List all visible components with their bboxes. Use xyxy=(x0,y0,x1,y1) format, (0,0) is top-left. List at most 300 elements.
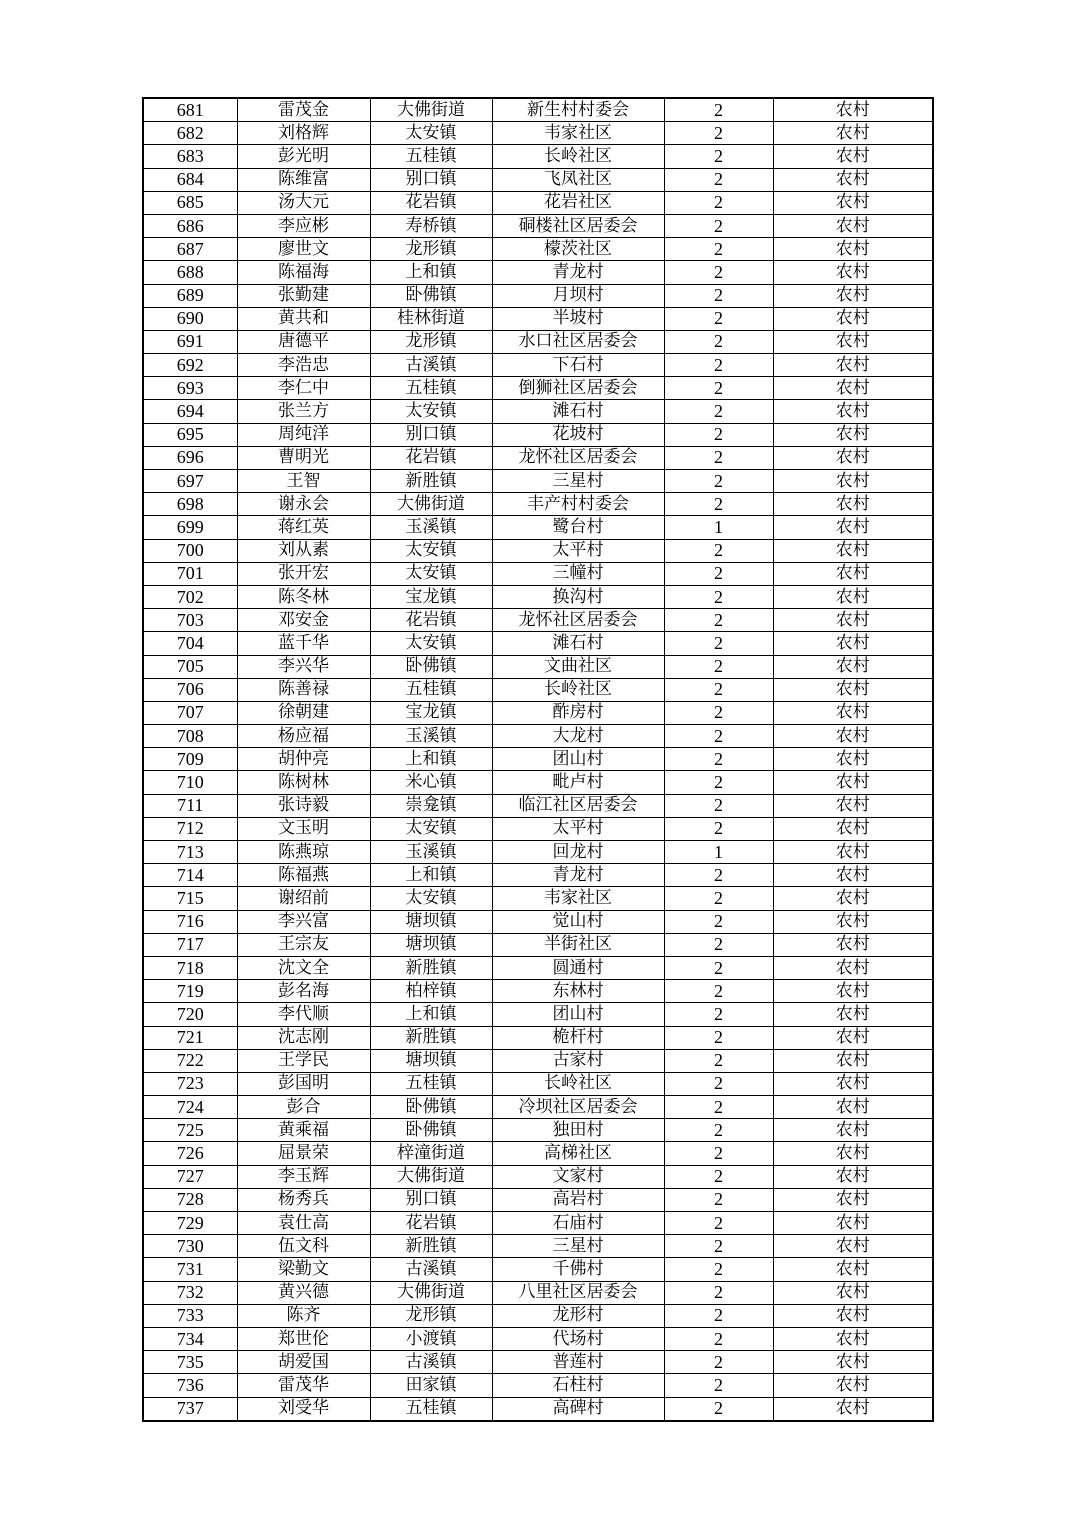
cell-row-number: 727 xyxy=(143,1165,237,1188)
cell-village: 高梯社区 xyxy=(492,1142,664,1165)
table-row xyxy=(143,1327,933,1350)
cell-village: 觉山村 xyxy=(492,910,664,933)
cell-town: 太安镇 xyxy=(370,632,492,655)
cell-row-number: 691 xyxy=(143,330,237,353)
cell-area-type: 农村 xyxy=(773,168,933,191)
cell-count: 2 xyxy=(664,910,773,933)
cell-count: 2 xyxy=(664,1165,773,1188)
roster-table xyxy=(142,97,934,1422)
cell-person-name: 周纯洋 xyxy=(237,423,370,446)
cell-area-type: 农村 xyxy=(773,655,933,678)
cell-count: 2 xyxy=(664,1049,773,1072)
cell-person-name: 刘格辉 xyxy=(237,122,370,145)
cell-row-number: 711 xyxy=(143,794,237,817)
cell-count: 2 xyxy=(664,1072,773,1095)
table-row xyxy=(143,284,933,307)
cell-person-name: 王学民 xyxy=(237,1049,370,1072)
table-row xyxy=(143,933,933,956)
cell-village: 高碑村 xyxy=(492,1397,664,1421)
cell-count: 2 xyxy=(664,400,773,423)
cell-person-name: 陈齐 xyxy=(237,1304,370,1327)
cell-village: 圆通村 xyxy=(492,956,664,979)
cell-row-number: 722 xyxy=(143,1049,237,1072)
cell-person-name: 陈冬林 xyxy=(237,585,370,608)
cell-area-type: 农村 xyxy=(773,423,933,446)
cell-row-number: 694 xyxy=(143,400,237,423)
cell-row-number: 682 xyxy=(143,122,237,145)
cell-person-name: 伍文科 xyxy=(237,1235,370,1258)
cell-person-name: 胡爱国 xyxy=(237,1351,370,1374)
cell-village: 长岭社区 xyxy=(492,1072,664,1095)
cell-count: 2 xyxy=(664,794,773,817)
cell-count: 2 xyxy=(664,168,773,191)
cell-person-name: 汤大元 xyxy=(237,191,370,214)
cell-town: 新胜镇 xyxy=(370,1235,492,1258)
table-row xyxy=(143,145,933,168)
table-row xyxy=(143,307,933,330)
table-row xyxy=(143,725,933,748)
cell-row-number: 736 xyxy=(143,1374,237,1397)
cell-person-name: 陈福海 xyxy=(237,261,370,284)
cell-person-name: 彭国明 xyxy=(237,1072,370,1095)
cell-town: 五桂镇 xyxy=(370,1397,492,1421)
cell-person-name: 李代顺 xyxy=(237,1003,370,1026)
cell-area-type: 农村 xyxy=(773,956,933,979)
table-row xyxy=(143,794,933,817)
cell-count: 2 xyxy=(664,1096,773,1119)
cell-village: 八里社区居委会 xyxy=(492,1281,664,1304)
cell-village: 三幢村 xyxy=(492,562,664,585)
cell-count: 2 xyxy=(664,284,773,307)
cell-village: 东林村 xyxy=(492,980,664,1003)
cell-row-number: 707 xyxy=(143,701,237,724)
table-row xyxy=(143,1003,933,1026)
cell-row-number: 693 xyxy=(143,377,237,400)
cell-row-number: 697 xyxy=(143,470,237,493)
cell-person-name: 杨应福 xyxy=(237,725,370,748)
cell-area-type: 农村 xyxy=(773,1374,933,1397)
cell-area-type: 农村 xyxy=(773,284,933,307)
cell-row-number: 718 xyxy=(143,956,237,979)
cell-area-type: 农村 xyxy=(773,1235,933,1258)
cell-area-type: 农村 xyxy=(773,1049,933,1072)
table-row xyxy=(143,1188,933,1211)
cell-count: 2 xyxy=(664,980,773,1003)
cell-area-type: 农村 xyxy=(773,632,933,655)
cell-person-name: 杨秀兵 xyxy=(237,1188,370,1211)
cell-count: 2 xyxy=(664,238,773,261)
cell-count: 2 xyxy=(664,493,773,516)
cell-village: 花坡村 xyxy=(492,423,664,446)
table-row xyxy=(143,632,933,655)
cell-row-number: 729 xyxy=(143,1212,237,1235)
cell-count: 2 xyxy=(664,748,773,771)
cell-town: 宝龙镇 xyxy=(370,585,492,608)
cell-town: 五桂镇 xyxy=(370,678,492,701)
table-row xyxy=(143,1351,933,1374)
cell-area-type: 农村 xyxy=(773,1003,933,1026)
cell-town: 宝龙镇 xyxy=(370,701,492,724)
cell-person-name: 刘从素 xyxy=(237,539,370,562)
cell-person-name: 李兴富 xyxy=(237,910,370,933)
cell-count: 2 xyxy=(664,678,773,701)
cell-row-number: 716 xyxy=(143,910,237,933)
cell-town: 上和镇 xyxy=(370,864,492,887)
cell-town: 大佛街道 xyxy=(370,493,492,516)
cell-area-type: 农村 xyxy=(773,841,933,864)
cell-area-type: 农村 xyxy=(773,261,933,284)
cell-village: 代场村 xyxy=(492,1327,664,1350)
cell-village: 韦家社区 xyxy=(492,887,664,910)
cell-area-type: 农村 xyxy=(773,1119,933,1142)
cell-village: 三星村 xyxy=(492,1235,664,1258)
cell-town: 塘坝镇 xyxy=(370,1049,492,1072)
cell-area-type: 农村 xyxy=(773,1258,933,1281)
cell-count: 2 xyxy=(664,933,773,956)
cell-town: 大佛街道 xyxy=(370,1165,492,1188)
cell-row-number: 681 xyxy=(143,98,237,122)
cell-village: 滩石村 xyxy=(492,632,664,655)
table-row xyxy=(143,1258,933,1281)
cell-village: 飞凤社区 xyxy=(492,168,664,191)
cell-area-type: 农村 xyxy=(773,1397,933,1421)
table-row xyxy=(143,655,933,678)
cell-person-name: 谢绍前 xyxy=(237,887,370,910)
cell-area-type: 农村 xyxy=(773,307,933,330)
table-row xyxy=(143,1096,933,1119)
table-row xyxy=(143,214,933,237)
cell-village: 长岭社区 xyxy=(492,678,664,701)
cell-count: 2 xyxy=(664,122,773,145)
table-row xyxy=(143,1212,933,1235)
cell-village: 下石村 xyxy=(492,354,664,377)
cell-area-type: 农村 xyxy=(773,1142,933,1165)
cell-person-name: 曹明光 xyxy=(237,446,370,469)
cell-row-number: 724 xyxy=(143,1096,237,1119)
cell-area-type: 农村 xyxy=(773,145,933,168)
cell-person-name: 蓝千华 xyxy=(237,632,370,655)
cell-person-name: 李仁中 xyxy=(237,377,370,400)
cell-area-type: 农村 xyxy=(773,1327,933,1350)
cell-row-number: 731 xyxy=(143,1258,237,1281)
cell-village: 石柱村 xyxy=(492,1374,664,1397)
cell-person-name: 屈景荣 xyxy=(237,1142,370,1165)
cell-person-name: 陈维富 xyxy=(237,168,370,191)
cell-count: 2 xyxy=(664,609,773,632)
cell-count: 1 xyxy=(664,516,773,539)
cell-row-number: 712 xyxy=(143,817,237,840)
table-row xyxy=(143,1142,933,1165)
cell-village: 换沟村 xyxy=(492,585,664,608)
cell-count: 2 xyxy=(664,98,773,122)
cell-village: 桅杆村 xyxy=(492,1026,664,1049)
cell-village: 毗卢村 xyxy=(492,771,664,794)
cell-count: 2 xyxy=(664,1281,773,1304)
cell-row-number: 723 xyxy=(143,1072,237,1095)
cell-count: 2 xyxy=(664,1142,773,1165)
cell-row-number: 725 xyxy=(143,1119,237,1142)
cell-person-name: 黄乘福 xyxy=(237,1119,370,1142)
cell-row-number: 734 xyxy=(143,1327,237,1350)
cell-person-name: 沈文全 xyxy=(237,956,370,979)
cell-town: 别口镇 xyxy=(370,1188,492,1211)
cell-row-number: 699 xyxy=(143,516,237,539)
cell-town: 龙形镇 xyxy=(370,238,492,261)
cell-area-type: 农村 xyxy=(773,609,933,632)
cell-town: 新胜镇 xyxy=(370,470,492,493)
cell-village: 龙怀社区居委会 xyxy=(492,609,664,632)
cell-row-number: 735 xyxy=(143,1351,237,1374)
table-row xyxy=(143,585,933,608)
cell-row-number: 685 xyxy=(143,191,237,214)
cell-person-name: 邓安金 xyxy=(237,609,370,632)
cell-village: 龙形村 xyxy=(492,1304,664,1327)
cell-village: 回龙村 xyxy=(492,841,664,864)
cell-row-number: 714 xyxy=(143,864,237,887)
cell-town: 塘坝镇 xyxy=(370,933,492,956)
cell-count: 2 xyxy=(664,1374,773,1397)
cell-person-name: 徐朝建 xyxy=(237,701,370,724)
cell-village: 花岩社区 xyxy=(492,191,664,214)
cell-count: 2 xyxy=(664,1003,773,1026)
cell-village: 大龙村 xyxy=(492,725,664,748)
cell-area-type: 农村 xyxy=(773,191,933,214)
table-row xyxy=(143,1281,933,1304)
cell-row-number: 688 xyxy=(143,261,237,284)
cell-area-type: 农村 xyxy=(773,701,933,724)
cell-town: 寿桥镇 xyxy=(370,214,492,237)
cell-person-name: 张诗毅 xyxy=(237,794,370,817)
cell-person-name: 张勤建 xyxy=(237,284,370,307)
cell-person-name: 雷茂金 xyxy=(237,98,370,122)
cell-row-number: 704 xyxy=(143,632,237,655)
cell-count: 2 xyxy=(664,1212,773,1235)
cell-town: 古溪镇 xyxy=(370,1258,492,1281)
cell-count: 1 xyxy=(664,841,773,864)
cell-area-type: 农村 xyxy=(773,1165,933,1188)
cell-area-type: 农村 xyxy=(773,446,933,469)
cell-row-number: 702 xyxy=(143,585,237,608)
table-row xyxy=(143,1397,933,1421)
cell-village: 酢房村 xyxy=(492,701,664,724)
cell-area-type: 农村 xyxy=(773,516,933,539)
cell-count: 2 xyxy=(664,214,773,237)
cell-area-type: 农村 xyxy=(773,330,933,353)
cell-town: 卧佛镇 xyxy=(370,1096,492,1119)
cell-town: 玉溪镇 xyxy=(370,841,492,864)
table-row xyxy=(143,400,933,423)
cell-area-type: 农村 xyxy=(773,214,933,237)
cell-village: 独田村 xyxy=(492,1119,664,1142)
cell-count: 2 xyxy=(664,1351,773,1374)
cell-row-number: 695 xyxy=(143,423,237,446)
cell-row-number: 713 xyxy=(143,841,237,864)
roster-table-body xyxy=(143,98,933,1421)
cell-count: 2 xyxy=(664,1026,773,1049)
cell-area-type: 农村 xyxy=(773,1304,933,1327)
cell-person-name: 陈燕琼 xyxy=(237,841,370,864)
cell-village: 韦家社区 xyxy=(492,122,664,145)
cell-count: 2 xyxy=(664,1119,773,1142)
cell-row-number: 698 xyxy=(143,493,237,516)
table-row xyxy=(143,1026,933,1049)
cell-village: 水口社区居委会 xyxy=(492,330,664,353)
table-row xyxy=(143,771,933,794)
cell-town: 龙形镇 xyxy=(370,1304,492,1327)
cell-area-type: 农村 xyxy=(773,887,933,910)
cell-count: 2 xyxy=(664,307,773,330)
cell-village: 半街社区 xyxy=(492,933,664,956)
cell-village: 普莲村 xyxy=(492,1351,664,1374)
table-row xyxy=(143,562,933,585)
table-row xyxy=(143,516,933,539)
cell-row-number: 689 xyxy=(143,284,237,307)
cell-person-name: 李应彬 xyxy=(237,214,370,237)
cell-count: 2 xyxy=(664,354,773,377)
cell-area-type: 农村 xyxy=(773,794,933,817)
cell-row-number: 730 xyxy=(143,1235,237,1258)
table-row xyxy=(143,470,933,493)
cell-row-number: 715 xyxy=(143,887,237,910)
table-row xyxy=(143,446,933,469)
cell-person-name: 刘受华 xyxy=(237,1397,370,1421)
table-row xyxy=(143,1235,933,1258)
cell-area-type: 农村 xyxy=(773,238,933,261)
cell-area-type: 农村 xyxy=(773,1212,933,1235)
cell-person-name: 郑世伦 xyxy=(237,1327,370,1350)
cell-person-name: 王智 xyxy=(237,470,370,493)
cell-area-type: 农村 xyxy=(773,725,933,748)
cell-village: 半坡村 xyxy=(492,307,664,330)
cell-count: 2 xyxy=(664,423,773,446)
cell-person-name: 陈善禄 xyxy=(237,678,370,701)
cell-row-number: 696 xyxy=(143,446,237,469)
cell-town: 大佛街道 xyxy=(370,98,492,122)
cell-town: 柏梓镇 xyxy=(370,980,492,1003)
table-row xyxy=(143,191,933,214)
cell-village: 倒狮社区居委会 xyxy=(492,377,664,400)
cell-town: 玉溪镇 xyxy=(370,516,492,539)
cell-town: 五桂镇 xyxy=(370,145,492,168)
cell-row-number: 692 xyxy=(143,354,237,377)
cell-village: 文家村 xyxy=(492,1165,664,1188)
cell-village: 鹭台村 xyxy=(492,516,664,539)
cell-row-number: 732 xyxy=(143,1281,237,1304)
table-row xyxy=(143,423,933,446)
cell-area-type: 农村 xyxy=(773,1026,933,1049)
table-row xyxy=(143,238,933,261)
cell-town: 五桂镇 xyxy=(370,377,492,400)
cell-town: 花岩镇 xyxy=(370,1212,492,1235)
cell-count: 2 xyxy=(664,817,773,840)
cell-person-name: 彭合 xyxy=(237,1096,370,1119)
cell-count: 2 xyxy=(664,725,773,748)
cell-area-type: 农村 xyxy=(773,354,933,377)
cell-town: 卧佛镇 xyxy=(370,655,492,678)
cell-person-name: 雷茂华 xyxy=(237,1374,370,1397)
cell-row-number: 717 xyxy=(143,933,237,956)
cell-person-name: 梁勤文 xyxy=(237,1258,370,1281)
cell-village: 月坝村 xyxy=(492,284,664,307)
cell-person-name: 蒋红英 xyxy=(237,516,370,539)
cell-town: 太安镇 xyxy=(370,817,492,840)
cell-person-name: 李兴华 xyxy=(237,655,370,678)
cell-area-type: 农村 xyxy=(773,122,933,145)
cell-count: 2 xyxy=(664,377,773,400)
cell-count: 2 xyxy=(664,470,773,493)
cell-count: 2 xyxy=(664,655,773,678)
cell-village: 石庙村 xyxy=(492,1212,664,1235)
cell-village: 文曲社区 xyxy=(492,655,664,678)
cell-town: 花岩镇 xyxy=(370,191,492,214)
cell-town: 别口镇 xyxy=(370,423,492,446)
cell-row-number: 720 xyxy=(143,1003,237,1026)
cell-area-type: 农村 xyxy=(773,1351,933,1374)
cell-village: 太平村 xyxy=(492,539,664,562)
cell-town: 大佛街道 xyxy=(370,1281,492,1304)
cell-town: 太安镇 xyxy=(370,122,492,145)
table-row xyxy=(143,817,933,840)
cell-row-number: 703 xyxy=(143,609,237,632)
cell-town: 古溪镇 xyxy=(370,354,492,377)
table-row xyxy=(143,330,933,353)
cell-area-type: 农村 xyxy=(773,1281,933,1304)
cell-row-number: 710 xyxy=(143,771,237,794)
cell-person-name: 黄共和 xyxy=(237,307,370,330)
table-row xyxy=(143,748,933,771)
cell-town: 上和镇 xyxy=(370,748,492,771)
cell-count: 2 xyxy=(664,864,773,887)
cell-area-type: 农村 xyxy=(773,585,933,608)
cell-count: 2 xyxy=(664,1258,773,1281)
cell-area-type: 农村 xyxy=(773,470,933,493)
cell-count: 2 xyxy=(664,191,773,214)
cell-village: 千佛村 xyxy=(492,1258,664,1281)
table-row xyxy=(143,1374,933,1397)
table-row xyxy=(143,493,933,516)
cell-count: 2 xyxy=(664,261,773,284)
cell-person-name: 彭光明 xyxy=(237,145,370,168)
cell-person-name: 陈树林 xyxy=(237,771,370,794)
cell-town: 太安镇 xyxy=(370,539,492,562)
cell-area-type: 农村 xyxy=(773,910,933,933)
table-row xyxy=(143,98,933,122)
cell-town: 崇龛镇 xyxy=(370,794,492,817)
cell-area-type: 农村 xyxy=(773,933,933,956)
cell-person-name: 张开宏 xyxy=(237,562,370,585)
table-row xyxy=(143,377,933,400)
cell-count: 2 xyxy=(664,956,773,979)
cell-village: 三星村 xyxy=(492,470,664,493)
cell-village: 冷坝社区居委会 xyxy=(492,1096,664,1119)
table-row xyxy=(143,122,933,145)
cell-town: 梓潼街道 xyxy=(370,1142,492,1165)
table-row xyxy=(143,261,933,284)
cell-person-name: 王宗友 xyxy=(237,933,370,956)
cell-town: 古溪镇 xyxy=(370,1351,492,1374)
cell-village: 硐楼社区居委会 xyxy=(492,214,664,237)
cell-row-number: 683 xyxy=(143,145,237,168)
cell-row-number: 687 xyxy=(143,238,237,261)
cell-row-number: 701 xyxy=(143,562,237,585)
cell-count: 2 xyxy=(664,887,773,910)
cell-town: 玉溪镇 xyxy=(370,725,492,748)
cell-town: 五桂镇 xyxy=(370,1072,492,1095)
cell-person-name: 李浩忠 xyxy=(237,354,370,377)
cell-town: 小渡镇 xyxy=(370,1327,492,1350)
cell-count: 2 xyxy=(664,1397,773,1421)
cell-town: 桂林街道 xyxy=(370,307,492,330)
